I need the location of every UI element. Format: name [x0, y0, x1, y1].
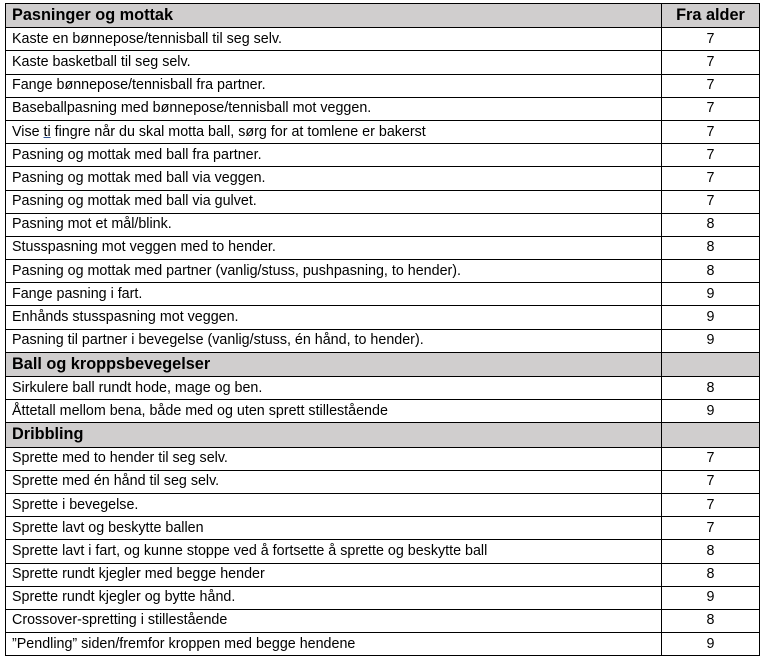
age-value: 7 — [662, 28, 760, 51]
table-row — [6, 306, 760, 329]
age-value: 7 — [662, 517, 760, 540]
skill-description: Sprette med to hender til seg selv. — [6, 447, 662, 470]
skill-description: Sprette rundt kjegler og bytte hånd. — [6, 586, 662, 609]
skill-description: Sprette i bevegelse. — [6, 493, 662, 516]
skill-description: ”Pendling” siden/fremfor kroppen med begge hendene — [6, 633, 662, 656]
section-header-row — [6, 352, 760, 376]
skill-description: Pasning og mottak med ball via gulvet. — [6, 190, 662, 213]
skill-description: Pasning og mottak med partner (vanlig/stuss, pushpasning, to hender). — [6, 260, 662, 283]
skill-description: Pasning og mottak med ball via veggen. — [6, 167, 662, 190]
age-value: 7 — [662, 167, 760, 190]
table-row — [6, 540, 760, 563]
age-value: 7 — [662, 74, 760, 97]
section-age-cell — [662, 423, 760, 447]
table-row — [6, 377, 760, 400]
section-title: Dribbling — [6, 423, 662, 447]
skill-description: Enhånds stusspasning mot veggen. — [6, 306, 662, 329]
table-row — [6, 51, 760, 74]
age-value: 7 — [662, 447, 760, 470]
skills-table-body — [6, 4, 760, 656]
table-row — [6, 190, 760, 213]
table-row — [6, 167, 760, 190]
skill-description: Kaste basketball til seg selv. — [6, 51, 662, 74]
table-row — [6, 633, 760, 656]
age-value: 7 — [662, 97, 760, 120]
skill-description: Crossover-spretting i stillestående — [6, 609, 662, 632]
table-row — [6, 283, 760, 306]
table-row — [6, 447, 760, 470]
age-value: 8 — [662, 236, 760, 259]
skill-description: Stusspasning mot veggen med to hender. — [6, 236, 662, 259]
skill-description: Sprette lavt og beskytte ballen — [6, 517, 662, 540]
table-row — [6, 400, 760, 423]
table-row — [6, 120, 760, 143]
skill-description: Pasning til partner i bevegelse (vanlig/stuss, én hånd, to hender). — [6, 329, 662, 352]
age-value: 8 — [662, 213, 760, 236]
age-value: 7 — [662, 144, 760, 167]
age-value: 8 — [662, 260, 760, 283]
table-row — [6, 236, 760, 259]
skill-description: Baseballpasning med bønnepose/tennisball mot veggen. — [6, 97, 662, 120]
skill-description: Sirkulere ball rundt hode, mage og ben. — [6, 377, 662, 400]
age-value: 7 — [662, 190, 760, 213]
table-row — [6, 260, 760, 283]
table-row — [6, 493, 760, 516]
age-value: 7 — [662, 51, 760, 74]
table-row — [6, 563, 760, 586]
table-row — [6, 329, 760, 352]
section-title: Ball og kroppsbevegelser — [6, 352, 662, 376]
section-title: Pasninger og mottak — [6, 4, 662, 28]
age-value: 9 — [662, 586, 760, 609]
age-value: 9 — [662, 633, 760, 656]
skill-description: Sprette med én hånd til seg selv. — [6, 470, 662, 493]
skills-table — [5, 3, 760, 656]
section-header-row — [6, 423, 760, 447]
age-value: 9 — [662, 329, 760, 352]
skill-description: Kaste en bønnepose/tennisball til seg selv. — [6, 28, 662, 51]
skill-description: Vise ti fingre når du skal motta ball, sørg for at tomlene er bakerst — [6, 120, 662, 143]
table-row — [6, 74, 760, 97]
age-value: 8 — [662, 563, 760, 586]
section-header-row — [6, 4, 760, 28]
table-row — [6, 97, 760, 120]
age-value: 8 — [662, 609, 760, 632]
age-value: 8 — [662, 540, 760, 563]
table-row — [6, 28, 760, 51]
skill-description: Fange pasning i fart. — [6, 283, 662, 306]
age-value: 9 — [662, 400, 760, 423]
table-row — [6, 609, 760, 632]
skill-description: Åttetall mellom bena, både med og uten sprett stillestående — [6, 400, 662, 423]
table-row — [6, 213, 760, 236]
skill-description: Pasning og mottak med ball fra partner. — [6, 144, 662, 167]
skill-description: Fange bønnepose/tennisball fra partner. — [6, 74, 662, 97]
age-value: 9 — [662, 283, 760, 306]
skill-description: Sprette lavt i fart, og kunne stoppe ved å fortsette å sprette og beskytte ball — [6, 540, 662, 563]
age-value: 7 — [662, 493, 760, 516]
table-row — [6, 470, 760, 493]
age-value: 9 — [662, 306, 760, 329]
age-value: 8 — [662, 377, 760, 400]
table-row — [6, 517, 760, 540]
table-row — [6, 586, 760, 609]
skill-description: Pasning mot et mål/blink. — [6, 213, 662, 236]
table-row — [6, 144, 760, 167]
section-age-cell — [662, 352, 760, 376]
age-value: 7 — [662, 470, 760, 493]
skill-description: Sprette rundt kjegler med begge hender — [6, 563, 662, 586]
age-column-header: Fra alder — [662, 4, 760, 28]
age-value: 7 — [662, 120, 760, 143]
